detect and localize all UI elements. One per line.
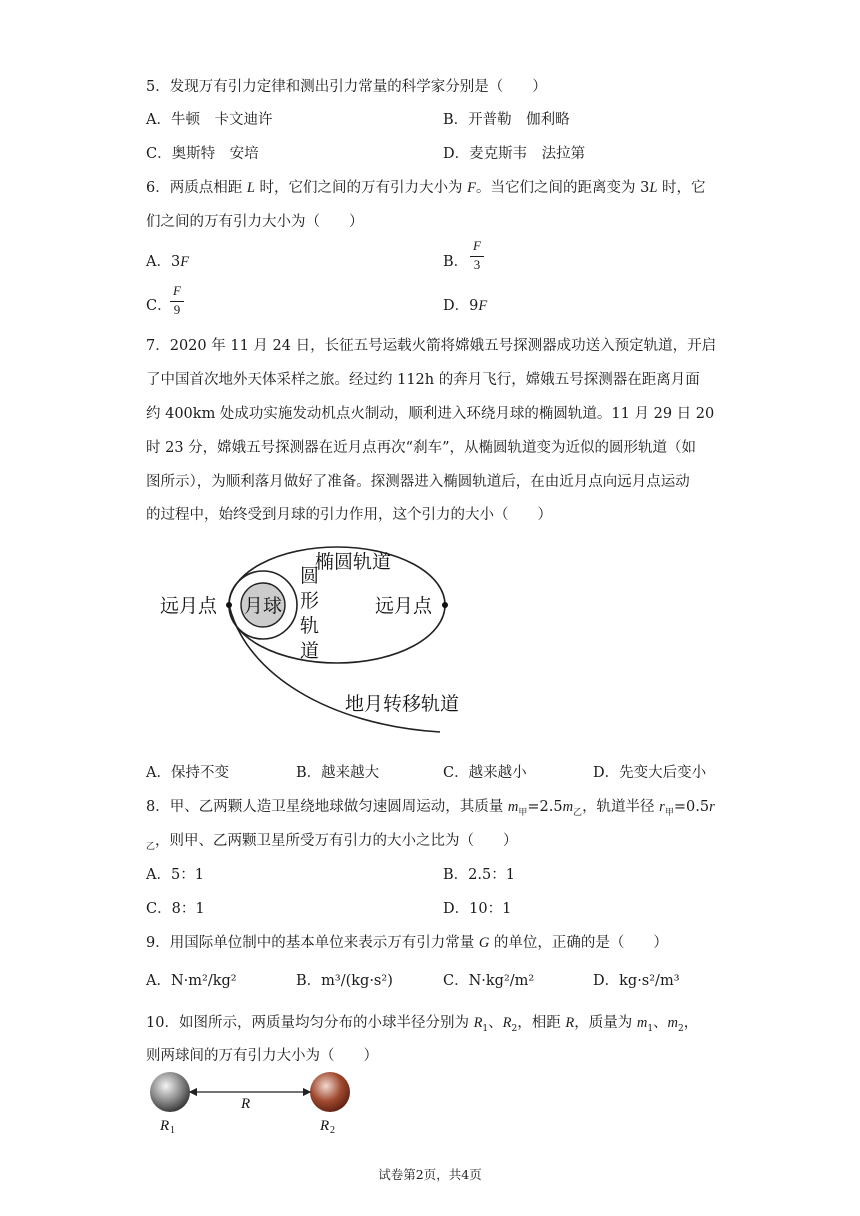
q5-option-a[interactable]: A．牛顿 卡文迪许: [146, 112, 273, 128]
two-balls-diagram: [140, 1062, 370, 1134]
q5-option-d[interactable]: D．麦克斯韦 法拉第: [443, 146, 586, 162]
q10-stem-line2: 则两球间的万有引力大小为（ ）: [146, 1048, 378, 1064]
q6-option-c-fraction: F 9: [170, 283, 184, 318]
q6-option-a[interactable]: A．3F: [146, 254, 190, 270]
q8-stem-line2: $_乙$，则甲、乙两颗卫星所受万有引力的大小之比为（ ）: [146, 833, 518, 852]
q5-option-b[interactable]: B．开普勒 伽利略: [443, 112, 570, 128]
orbit-diagram: [150, 535, 480, 745]
left-ball: [150, 1072, 190, 1112]
circle-label-char-2: 形: [300, 590, 320, 612]
circle-label-char-1: 圆: [300, 565, 320, 587]
q7-stem-line1: 7．2020 年 11 月 24 日，长征五号运载火箭将嫦娥五号探测器成功送入预定轨道，开启: [146, 338, 717, 354]
q5-option-c[interactable]: C．奥斯特 安培: [146, 146, 259, 162]
q7-option-d[interactable]: D．先变大后变小: [593, 765, 707, 781]
q5-stem: 5．发现万有引力定律和测出引力常量的科学家分别是（ ）: [146, 79, 547, 95]
q6-option-b[interactable]: B．: [443, 254, 469, 270]
distance-label: R: [241, 1096, 251, 1112]
q6-option-c[interactable]: C．: [146, 298, 172, 314]
q7-stem-line6: 的过程中，始终受到月球的引力作用，这个引力的大小（ ）: [146, 507, 552, 523]
q7-stem-line4: 时 23 分，嫦娥五号探测器在近月点再次“刹车”，从椭圆轨道变为近似的圆形轨道（如: [146, 440, 696, 456]
q8-option-a[interactable]: A．5：1: [146, 867, 204, 883]
q7-stem-line2: 了中国首次地外天体采样之旅。经过约 112h 的奔月飞行，嫦娥五号探测器在距离月面: [146, 372, 700, 388]
q6-stem-line2: 们之间的万有引力大小为（ ）: [146, 214, 364, 230]
q7-option-a[interactable]: A．保持不变: [146, 765, 229, 781]
q8-option-c[interactable]: C．8：1: [146, 901, 205, 917]
q8-option-b[interactable]: B．2.5：1: [443, 867, 515, 883]
left-point-dot: [226, 602, 232, 608]
right-point-dot: [442, 602, 448, 608]
q7-stem-line3: 约 400km 处成功实施发动机点火制动，顺利进入环绕月球的椭圆轨道。11 月 29 日 20: [146, 406, 715, 422]
moon-label: 月球: [244, 595, 283, 617]
q9-option-c[interactable]: C．N·kg²/m²: [443, 973, 535, 989]
right-ball: [310, 1072, 350, 1112]
q9-option-d[interactable]: D．kg·s²/m³: [593, 973, 680, 989]
page-footer: 试卷第2页，共4页: [378, 1167, 482, 1182]
q7-option-c[interactable]: C．越来越小: [443, 765, 527, 781]
q6-option-d[interactable]: D．9F: [443, 298, 488, 314]
right-point-label: 远月点: [375, 595, 433, 617]
q9-stem: 9．用国际单位制中的基本单位来表示万有引力常量 G 的单位，正确的是（ ）: [146, 935, 668, 951]
left-ball-label-sub: 1: [170, 1125, 175, 1134]
circle-label-char-4: 道: [300, 640, 320, 662]
q10-stem-line1: 10．如图所示，两质量均匀分布的小球半径分别为 $R_1$、$R_2$，相距 R，质量为 $m_1$、$m_2$，: [146, 1015, 699, 1034]
ellipse-label: 椭圆轨道: [315, 551, 392, 573]
q6-stem-line1: 6．两质点相距 L 时，它们之间的万有引力大小为 F。当它们之间的距离变为 3L 时，它: [146, 180, 706, 196]
right-ball-label-sub: 2: [330, 1125, 335, 1134]
q9-option-b[interactable]: B．m³/(kg·s²): [296, 973, 393, 989]
circle-label-char-3: 轨: [300, 615, 320, 637]
q7-option-b[interactable]: B．越来越大: [296, 765, 380, 781]
q7-stem-line5: 图所示），为顺利落月做好了准备。探测器进入椭圆轨道后，在由近月点向远月点运动: [146, 474, 690, 490]
q8-option-d[interactable]: D．10：1: [443, 901, 512, 917]
left-ball-label: R: [160, 1118, 170, 1134]
right-ball-label: R: [320, 1118, 330, 1134]
transfer-label: 地月转移轨道: [345, 693, 460, 715]
q9-option-a[interactable]: A．N·m²/kg²: [146, 973, 237, 989]
q6-option-b-fraction: F 3: [470, 238, 484, 273]
left-point-label: 远月点: [160, 595, 218, 617]
q8-stem-line1: 8．甲、乙两颗人造卫星绕地球做匀速圆周运动，其质量 $m_甲=2.5m_乙$，轨道半径 $r_甲=0.5r$: [146, 799, 715, 818]
